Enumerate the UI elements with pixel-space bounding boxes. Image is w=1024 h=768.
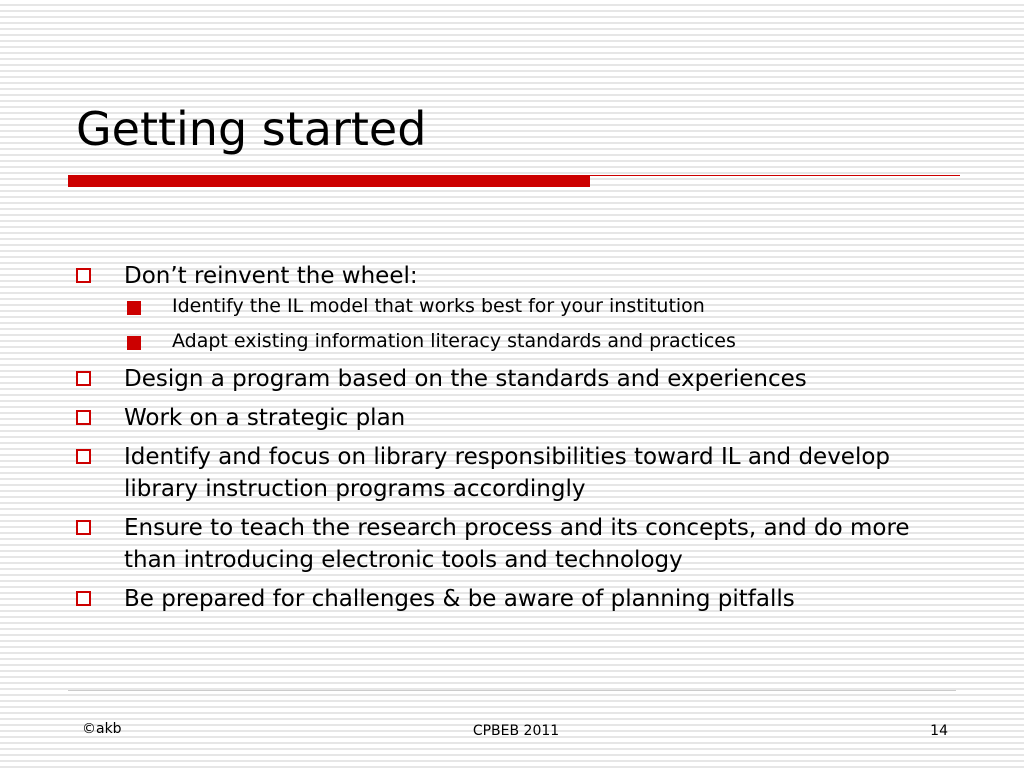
hollow-square-icon [76,268,91,283]
bullet-text: Design a program based on the standards and experiences [124,366,807,392]
bullet-item [76,363,956,395]
footer-copyright: ©akb [82,721,122,737]
page-number: 14 [930,723,948,739]
bullet-item [76,402,956,434]
bullet-text: Don’t reinvent the wheel: [124,263,418,289]
bullet-text: Ensure to teach the research process and its concepts, and do more than introducing electronic tools and technology [124,515,910,573]
bullet-list [76,260,956,622]
bullet-text: Be prepared for challenges & be aware of planning pitfalls [124,586,795,612]
sub-bullet-list [124,293,956,354]
hollow-square-icon [76,410,91,425]
title-divider-line [590,175,960,176]
hollow-square-icon [76,449,91,464]
slide-title: Getting started [76,102,427,156]
bullet-item [76,512,956,576]
bullet-text: Work on a strategic plan [124,405,406,431]
bullet-item [76,583,956,615]
sub-bullet-item [124,328,956,354]
sub-bullet-item [124,293,956,319]
title-accent-bar [68,175,590,187]
footer-event: CPBEB 2011 [472,723,560,739]
bullet-item [76,260,956,354]
hollow-square-icon [76,371,91,386]
footer-divider-line [68,690,956,691]
bullet-item [76,441,956,505]
sub-bullet-text: Identify the IL model that works best for your institution [172,295,705,317]
bullet-text: Identify and focus on library responsibilities toward IL and develop library instruction programs accordingly [124,444,891,502]
hollow-square-icon [76,591,91,606]
sub-bullet-text: Adapt existing information literacy standards and practices [172,330,736,352]
filled-square-icon [127,301,141,315]
hollow-square-icon [76,520,91,535]
filled-square-icon [127,336,141,350]
